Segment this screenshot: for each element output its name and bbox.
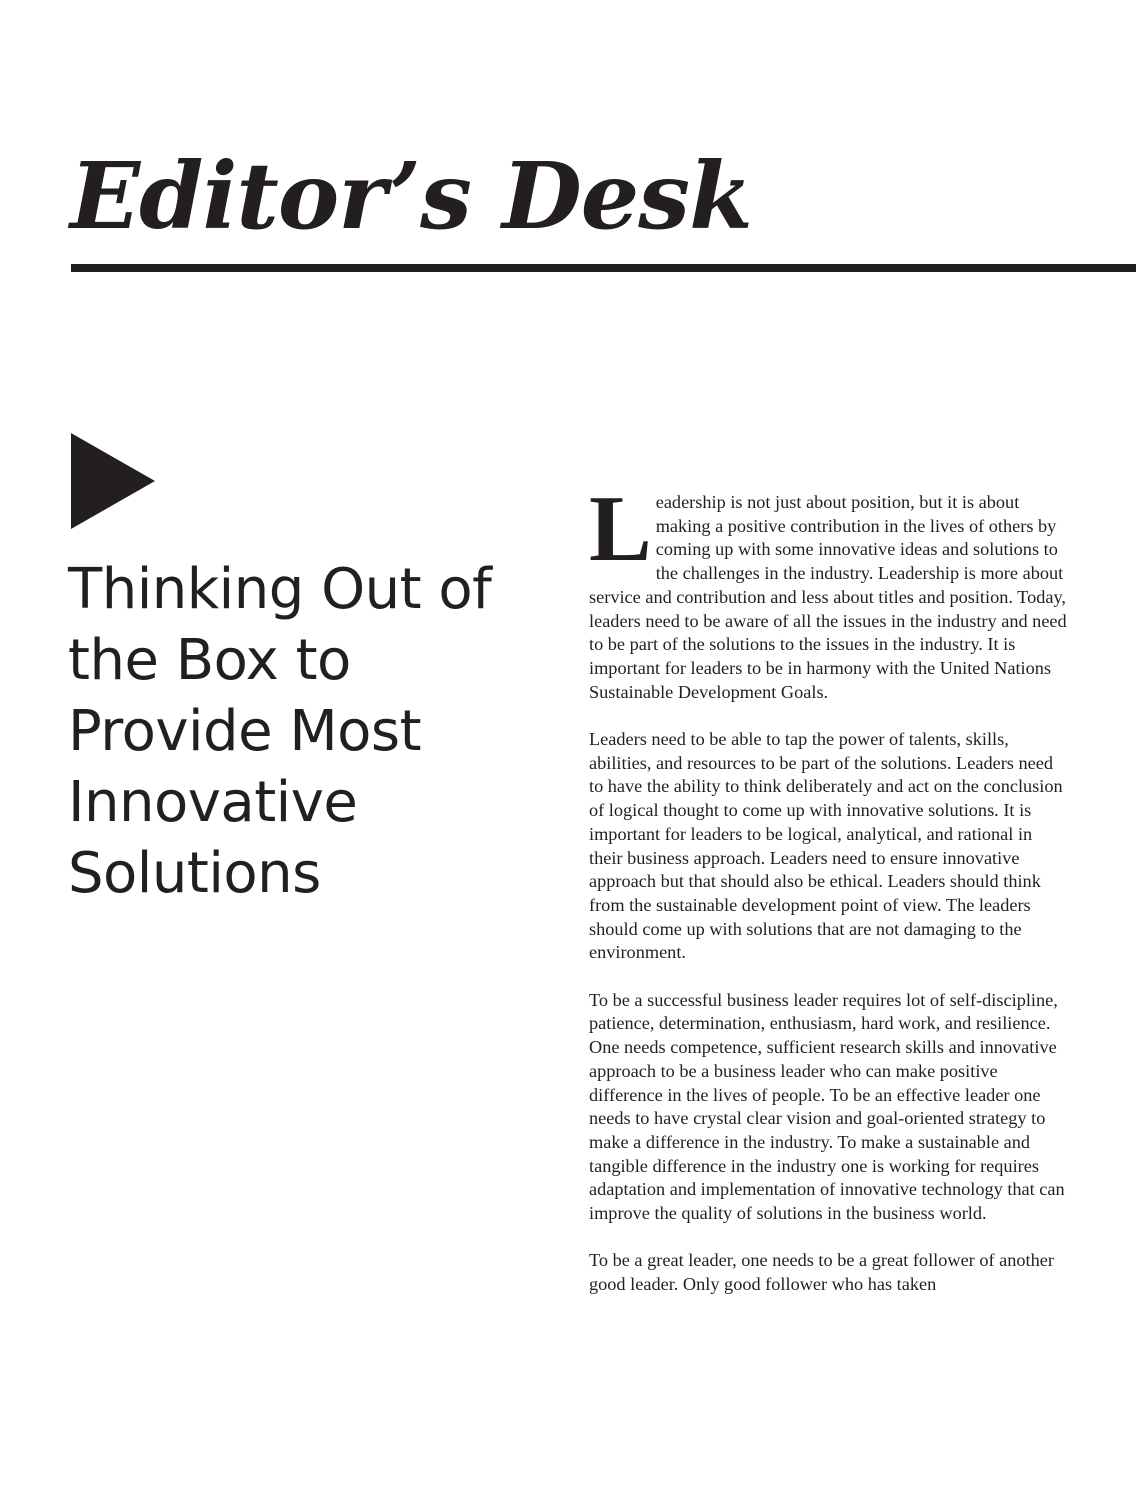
play-triangle-icon xyxy=(71,433,155,529)
masthead-title: Editor’s Desk xyxy=(70,142,752,250)
article-paragraph-1 xyxy=(589,477,1067,704)
feature-headline: Thinking Out of the Box to Provide Most Innovative Solutions xyxy=(68,557,492,906)
article-paragraph-3: To be a successful business leader requires lot of self-discipline, patience, determination, enthusiasm, hard work, and resilience. One needs competence, sufficient research skills and innovative approach to be a business leader who can make positive difference in the lives of people. To be an effective leader one needs to have crystal clear vision and goal-oriented strategy to make a difference in the industry. To make a sustainable and tangible difference in the industry one is working for requires adaptation and implementation of innovative technology that can improve the quality of solutions in the business world. xyxy=(589,989,1065,1224)
paragraph-1-text: eadership is not just about position, but it is about making a positive contribution in the lives of others by coming up with some innovative ideas and solutions to the challenges in the industry. Leadership is more about service and contribution and less about titles and position. Today, leaders need to be aware of all the issues in the industry and need to be part of the solutions to the issues in the industry. It is important for leaders to be in harmony with the United Nations Sustainable Development Goals. xyxy=(589,492,1067,702)
article-paragraph-2: Leaders need to be able to tap the power of talents, skills, abilities, and resources to be part of the solutions. Leaders need to have the ability to think deliberately and act on the conclusion of logical thought to come up with innovative solutions. It is important for leaders to be logical, analytical, and rational in their business approach. Leaders need to ensure innovative approach but that should also be ethical. Leaders should think from the sustainable development point of view. The leaders should come up with solutions that are not damaging to the environment. xyxy=(589,729,1063,963)
article-body xyxy=(589,477,1067,1321)
article-paragraph-4: To be a great leader, one needs to be a great follower of another good leader. Only good follower who has taken xyxy=(589,1250,1054,1295)
masthead-rule xyxy=(71,264,1136,272)
drop-cap: L xyxy=(589,477,652,581)
